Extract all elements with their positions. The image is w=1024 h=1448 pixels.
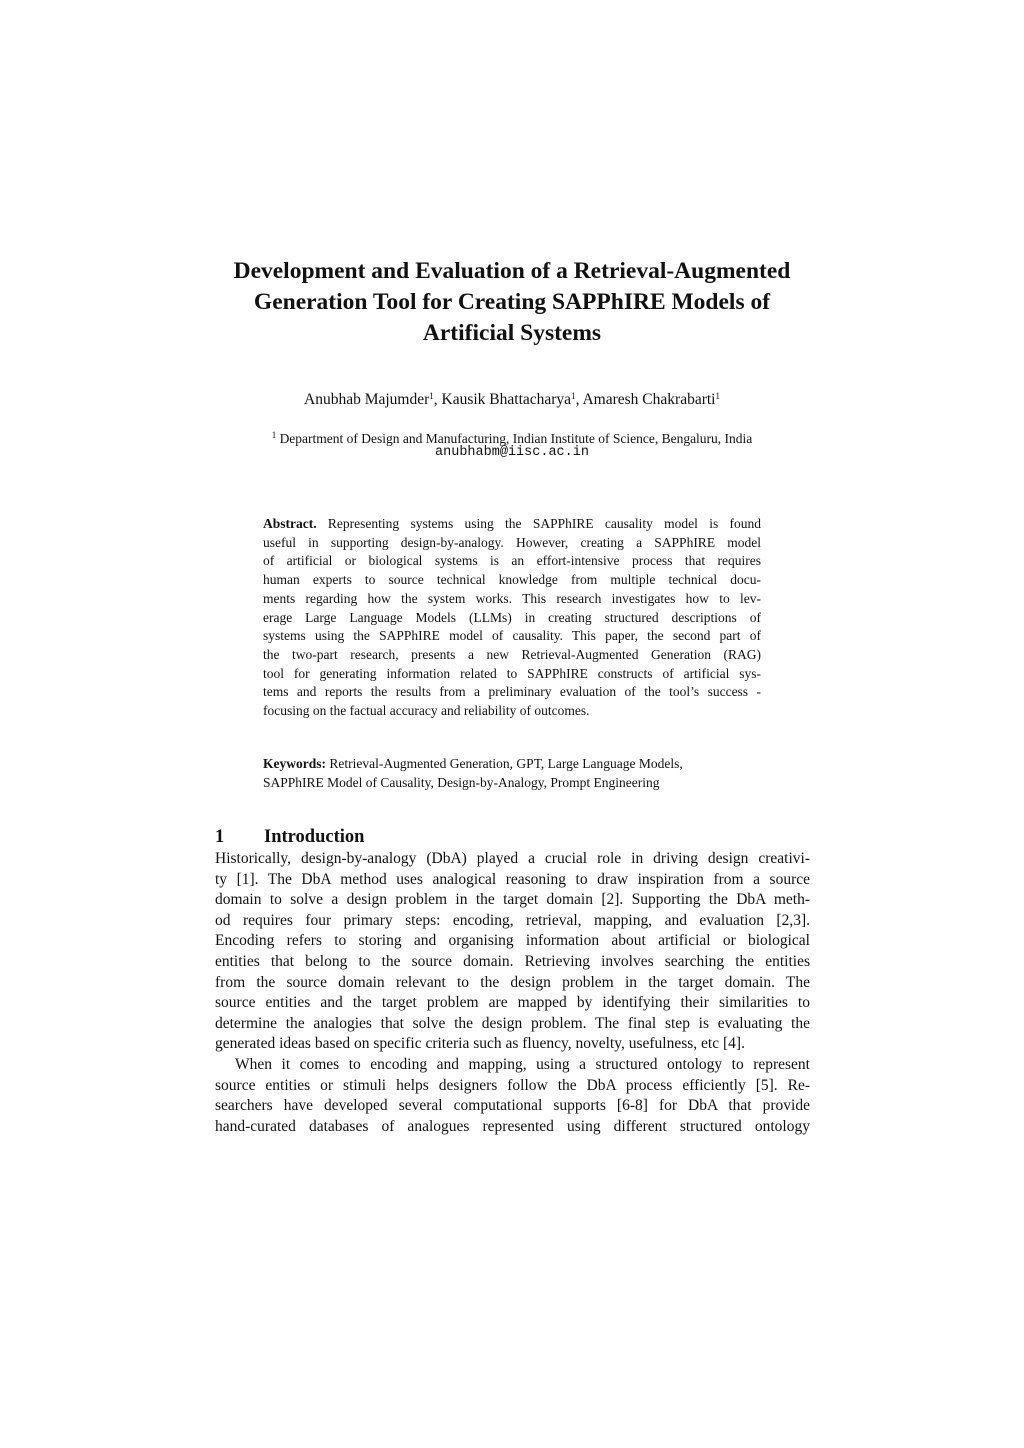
body-line: entities that belong to the source domain. Retrieving involves searching the entities xyxy=(215,952,810,970)
abstract-line: systems using the SAPPhIRE model of causality. This paper, the second part of xyxy=(263,628,761,644)
author-separator: , xyxy=(575,391,583,408)
abstract-line: useful in supporting design-by-analogy. However, creating a SAPPhIRE model xyxy=(263,534,761,550)
section-heading xyxy=(215,825,364,849)
body-line: from the source domain relevant to the design problem in the target domain. The xyxy=(215,973,810,991)
affiliation-mark: 1 xyxy=(715,391,720,401)
abstract-line xyxy=(263,515,761,534)
section-number: 1 xyxy=(215,827,225,847)
section-title: Introduction xyxy=(264,827,365,847)
affiliation-mark: 1 xyxy=(271,430,277,440)
body-line: When it comes to encoding and mapping, using a structured ontology to represent xyxy=(235,1055,810,1073)
body-line: od requires four primary steps: encoding, retrieval, mapping, and evaluation [2,3]. xyxy=(215,911,810,929)
body-line: source entities or stimuli helps designers follow the DbA process efficiently [5]. Re- xyxy=(215,1076,810,1094)
body-line: Encoding refers to storing and organising information about artificial or biological xyxy=(215,932,810,950)
author-separator: , xyxy=(433,391,442,408)
abstract-line: human experts to source technical knowledge from multiple technical docu- xyxy=(263,572,761,588)
title-line: Artificial Systems xyxy=(422,320,602,346)
abstract-line: focusing on the factual accuracy and reliability of outcomes. xyxy=(263,703,590,719)
author-name: Anubhab Majumder xyxy=(304,391,430,408)
body-line: source entities and the target problem are mapped by identifying their similarities to xyxy=(215,994,810,1012)
body-line: domain to solve a design problem in the target domain [2]. Supporting the DbA meth- xyxy=(215,891,810,909)
title-line: Development and Evaluation of a Retrieval-Augmented xyxy=(233,258,791,284)
abstract-line: ments regarding how the system works. This research investigates how to lev- xyxy=(263,590,761,606)
abstract-text: Representing systems using the SAPPhIRE causality model is found xyxy=(316,516,761,531)
affiliation-mark: 1 xyxy=(571,391,576,401)
title-line: Generation Tool for Creating SAPPhIRE Models of xyxy=(253,289,771,315)
paper-title xyxy=(180,256,844,349)
abstract xyxy=(263,515,761,721)
affiliation-text: Department of Design and Manufacturing, Indian Institute of Science, Bengaluru, India xyxy=(276,431,753,446)
body-line: generated ideas based on specific criteria such as fluency, novelty, usefulness, etc [4]. xyxy=(215,1035,745,1053)
author-name: Amaresh Chakrabarti xyxy=(582,391,716,408)
abstract-line: erage Large Language Models (LLMs) in creating structured descriptions of xyxy=(263,609,761,625)
body-line: Historically, design-by-analogy (DbA) played a crucial role in driving design creativi- xyxy=(215,850,810,867)
body-line: determine the analogies that solve the design problem. The final step is evaluating the xyxy=(215,1014,810,1032)
body-line: ty [1]. The DbA method uses analogical reasoning to draw inspiration from a source xyxy=(215,870,810,888)
author-list xyxy=(180,386,844,410)
body-text xyxy=(215,849,810,1137)
keywords-line xyxy=(263,754,761,773)
abstract-line: of artificial or biological systems is an effort-intensive process that requires xyxy=(263,553,761,569)
abstract-label: Abstract. xyxy=(263,516,317,531)
abstract-line: tems and reports the results from a preliminary evaluation of the tool’s success - xyxy=(263,684,761,700)
body-line: hand-curated databases of analogues represented using different structured ontology xyxy=(215,1117,810,1135)
body-line: searchers have developed several computational supports [6-8] for DbA that provide xyxy=(215,1097,810,1115)
keywords xyxy=(263,754,761,792)
keywords-text: Retrieval-Augmented Generation, GPT, Large Language Models, xyxy=(326,756,683,771)
author-email: anubhabm@iisc.ac.in xyxy=(435,445,589,460)
keywords-line: SAPPhIRE Model of Causality, Design-by-Analogy, Prompt Engineering xyxy=(263,775,660,790)
abstract-line: tool for generating information related to SAPPhIRE constructs of artificial sys- xyxy=(263,665,761,681)
affiliation-mark: 1 xyxy=(429,391,434,401)
abstract-line: the two-part research, presents a new Retrieval-Augmented Generation (RAG) xyxy=(263,646,761,662)
keywords-label: Keywords: xyxy=(263,756,326,771)
author-name: Kausik Bhattacharya xyxy=(441,391,572,408)
